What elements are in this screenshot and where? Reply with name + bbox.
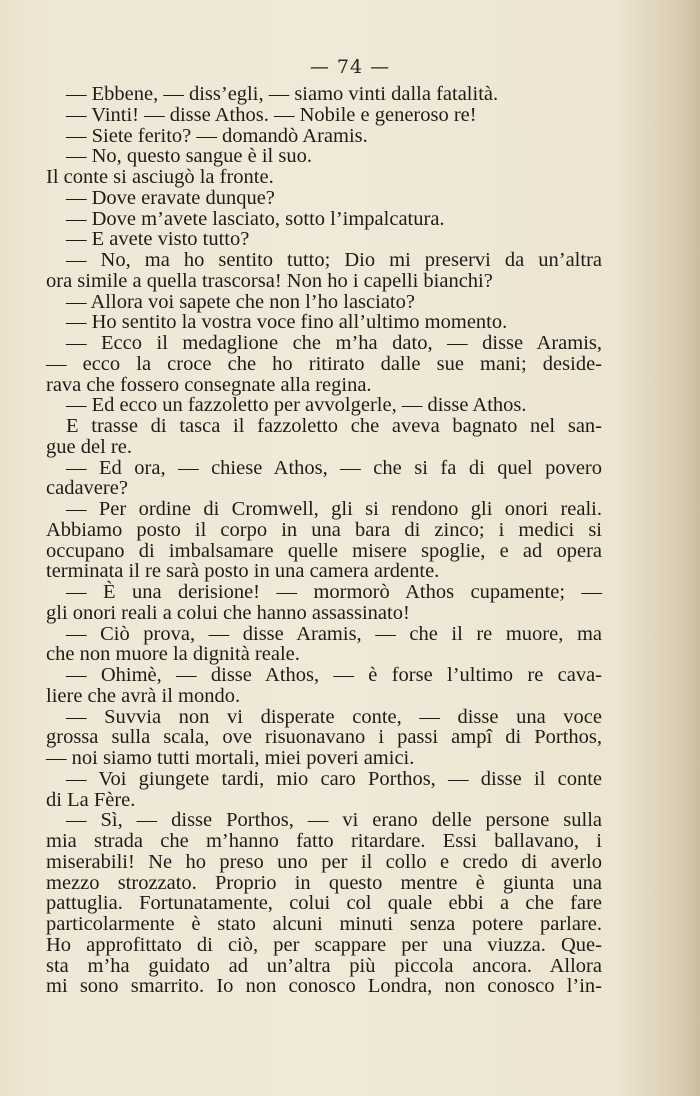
text-line: — noi siamo tutti mortali, miei poveri amici. [46,747,415,769]
text-line: — Suvvia non vi disperate conte, — disse una voce [66,705,602,728]
text-line: — Ho sentito la vostra voce fino all’ultimo momento. [66,311,508,334]
page-number: — 74 — [309,56,391,78]
text-line: sta m’ha guidato ad un’altra più piccola ancora. Allora [46,954,602,977]
text-line: — E avete visto tutto? [66,228,250,251]
text-line: pattuglia. Fortunatamente, colui col quale ebbi a che fare [46,892,602,915]
text-line: che non muore la dignità reale. [46,643,300,666]
text-line: — Ebbene, — diss’egli, — siamo vinti dalla fatalità. [66,83,499,105]
text-line: Abbiamo posto il corpo in una bara di zinco; i medici si [46,518,602,541]
text-line: — Dove m’avete lasciato, sotto l’impalcatura. [66,207,445,230]
text-line: — Voi giungete tardi, mio caro Porthos, — disse il conte [66,767,602,790]
text-line: gli onori reali a colui che hanno assassinato! [46,601,410,624]
text-line: — Ed ecco un fazzoletto per avvolgerle, — disse Athos. [66,394,527,417]
text-line: Ho approfittato di ciò, per scappare per una viuzza. Que- [46,933,602,956]
text-line: liere che avrà il mondo. [46,684,241,707]
text-line: — Ecco il medaglione che m’ha dato, — disse Aramis, [66,332,602,354]
text-line: E trasse di tasca il fazzoletto che aveva bagnato nel san- [66,415,602,437]
text-line: particolarmente è stato alcuni minuti senza potere parlare. [46,913,602,935]
text-line: — Ed ora, — chiese Athos, — che si fa di quel povero [66,456,602,479]
text-line: rava che fossero consegnate alla regina. [46,373,372,396]
text-line: — Ciò prova, — disse Aramis, — che il re muore, ma [66,622,602,645]
text-line: — No, ma ho sentito tutto; Dio mi preservi da un’altra [66,249,602,271]
text-line: — Vinti! — disse Athos. — Nobile e generoso re! [66,103,477,126]
text-line: — Ohimè, — disse Athos, — è forse l’ultimo re cava- [66,664,602,686]
text-line: — Sì, — disse Porthos, — vi erano delle persone sulla [66,809,602,832]
text-line: — ecco la croce che ho ritirato dalle sue mani; deside- [46,352,602,375]
text-line: mezzo strozzato. Proprio in questo mentre è giunta una [46,871,602,894]
text-line: — È una derisione! — mormorò Athos cupamente; — [66,581,602,603]
text-line: ora simile a quella trascorsa! Non ho i capelli bianchi? [46,269,493,292]
text-line: — No, questo sangue è il suo. [66,145,312,168]
text-line: — Dove eravate dunque? [66,186,275,209]
text-line: di La Fère. [46,788,136,811]
body-text [46,84,602,997]
text-line: — Allora voi sapete che non l’ho lasciato? [66,290,415,313]
text-line: Il conte si asciugò la fronte. [46,166,274,188]
text-line: miserabili! Ne ho preso uno per il collo e credo di averlo [46,850,602,873]
text-line: grossa sulla scala, ove risuonavano i passi ampî di Porthos, [46,726,602,749]
text-line: cadavere? [46,477,128,500]
text-line: — Per ordine di Cromwell, gli si rendono gli onori reali. [66,498,602,520]
text-line: terminata il re sarà posto in una camera ardente. [46,560,440,583]
text-line: mi sono smarrito. Io non conosco Londra, non conosco l’in- [46,975,602,998]
text-line: mia strada che m’hanno fatto ritardare. Essi ballavano, i [46,830,602,852]
text-line: — Siete ferito? — domandò Aramis. [66,124,368,147]
text-line: occupano di imbalsamare quelle misere spoglie, e ad opera [46,539,602,562]
text-line: gue del re. [46,435,132,458]
